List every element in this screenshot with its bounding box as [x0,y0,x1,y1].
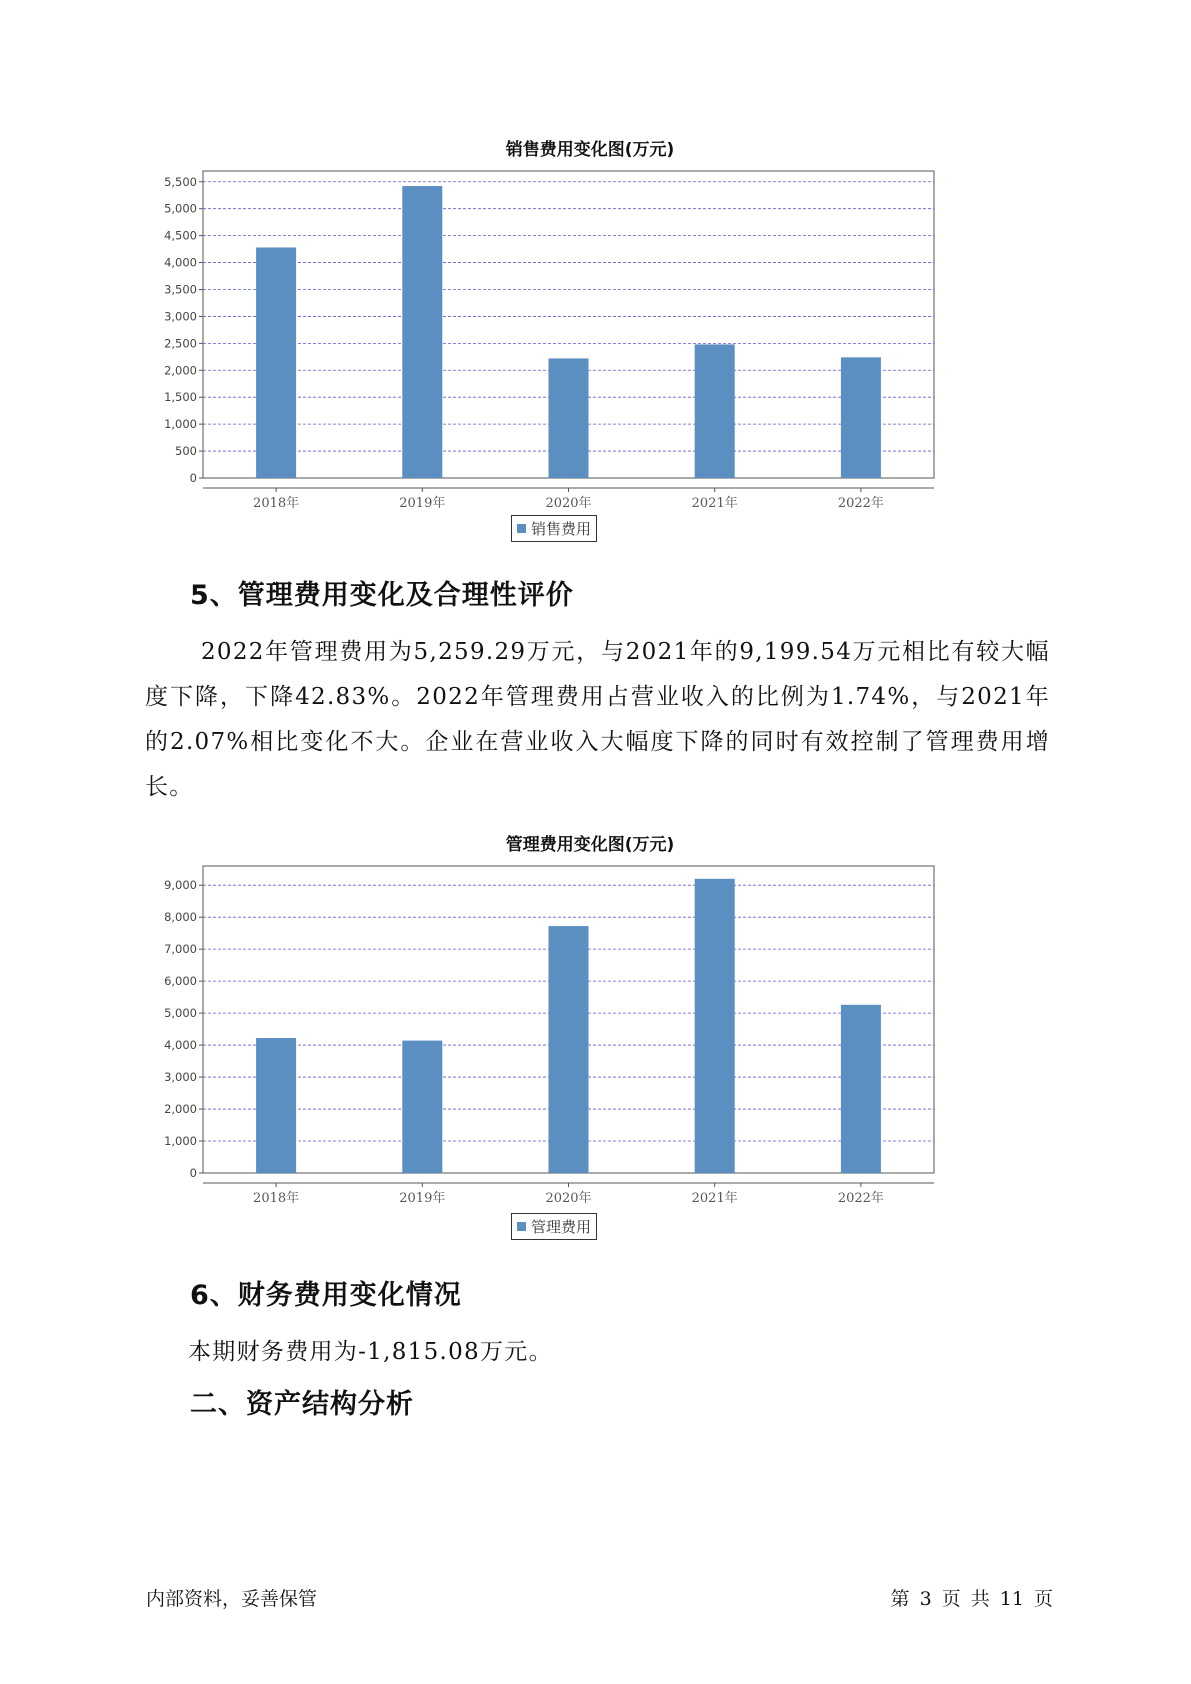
y-tick-label: 3,000 [164,1070,197,1085]
x-tick-label: 2020年 [545,1191,592,1206]
x-tick-label: 2021年 [691,496,738,511]
y-tick-label: 2,000 [164,1102,197,1117]
y-tick-label: 4,000 [164,255,197,270]
y-tick-label: 5,500 [164,174,197,189]
y-tick-label: 1,000 [164,417,197,432]
section-6-paragraph [188,1330,1093,1375]
chart-title: 管理费用变化图(万元) [505,835,675,855]
footer-page-number: 第 3 页 共 11 页 [890,1588,1053,1610]
y-tick-label: 3,000 [164,309,197,324]
bar [402,186,442,478]
section-heading-two: 二、资产结构分析 [190,1389,414,1420]
x-tick-label: 2019年 [399,496,446,511]
y-tick-label: 4,000 [164,1038,197,1053]
chart-plot [150,160,1030,540]
bar [549,926,589,1173]
section-5-paragraph [145,630,1050,810]
paragraph-text: 2022年管理费用为5,259.29万元，与2021年的9,199.54万元相比有较大幅度下降，下降42.83%。2022年管理费用占营业收入的比例为1.74%，与2021年的2.07%相比变化不大。企业在营业收入大幅度下降的同时有效控制了管理费用增长。 [145,639,1050,800]
legend-swatch [517,524,526,533]
bar [695,344,735,478]
x-tick-label: 2022年 [837,1191,884,1206]
chart-legend [511,1213,597,1240]
y-tick-label: 1,500 [164,390,197,405]
y-tick-label: 1,000 [164,1134,197,1149]
bar [256,247,296,478]
bar [402,1041,442,1173]
bar [841,357,881,478]
x-tick-label: 2018年 [253,496,300,511]
x-tick-label: 2020年 [545,496,592,511]
chart-legend [511,515,597,542]
y-tick-label: 3,500 [164,282,197,297]
admin-expense-chart [150,830,1030,1245]
bar [256,1038,296,1173]
y-tick-label: 4,500 [164,228,197,243]
chart-plot [150,855,1030,1235]
legend-swatch [517,1222,526,1231]
y-tick-label: 5,000 [164,1006,197,1021]
y-tick-label: 2,500 [164,336,197,351]
y-tick-label: 0 [189,471,197,485]
bar [695,879,735,1173]
chart-title: 销售费用变化图(万元) [505,140,675,160]
x-tick-label: 2022年 [837,496,884,511]
legend-label: 销售费用 [531,520,592,538]
y-tick-label: 8,000 [164,910,197,925]
x-tick-label: 2018年 [253,1191,300,1206]
x-tick-label: 2021年 [691,1191,738,1206]
bar [841,1005,881,1173]
section-heading-6: 6、财务费用变化情况 [190,1280,462,1311]
legend-label: 管理费用 [531,1218,592,1236]
section-heading-5: 5、管理费用变化及合理性评价 [190,580,574,611]
y-tick-label: 9,000 [164,878,197,893]
footer-confidential: 内部资料，妥善保管 [146,1588,318,1610]
sales-expense-chart [150,135,1030,550]
y-tick-label: 6,000 [164,974,197,989]
y-tick-label: 5,000 [164,201,197,216]
paragraph-text: 本期财务费用为-1,815.08万元。 [188,1339,553,1365]
bar [549,358,589,478]
x-tick-label: 2019年 [399,1191,446,1206]
y-tick-label: 0 [189,1166,197,1180]
y-tick-label: 500 [175,444,197,459]
y-tick-label: 2,000 [164,363,197,378]
y-tick-label: 7,000 [164,942,197,957]
